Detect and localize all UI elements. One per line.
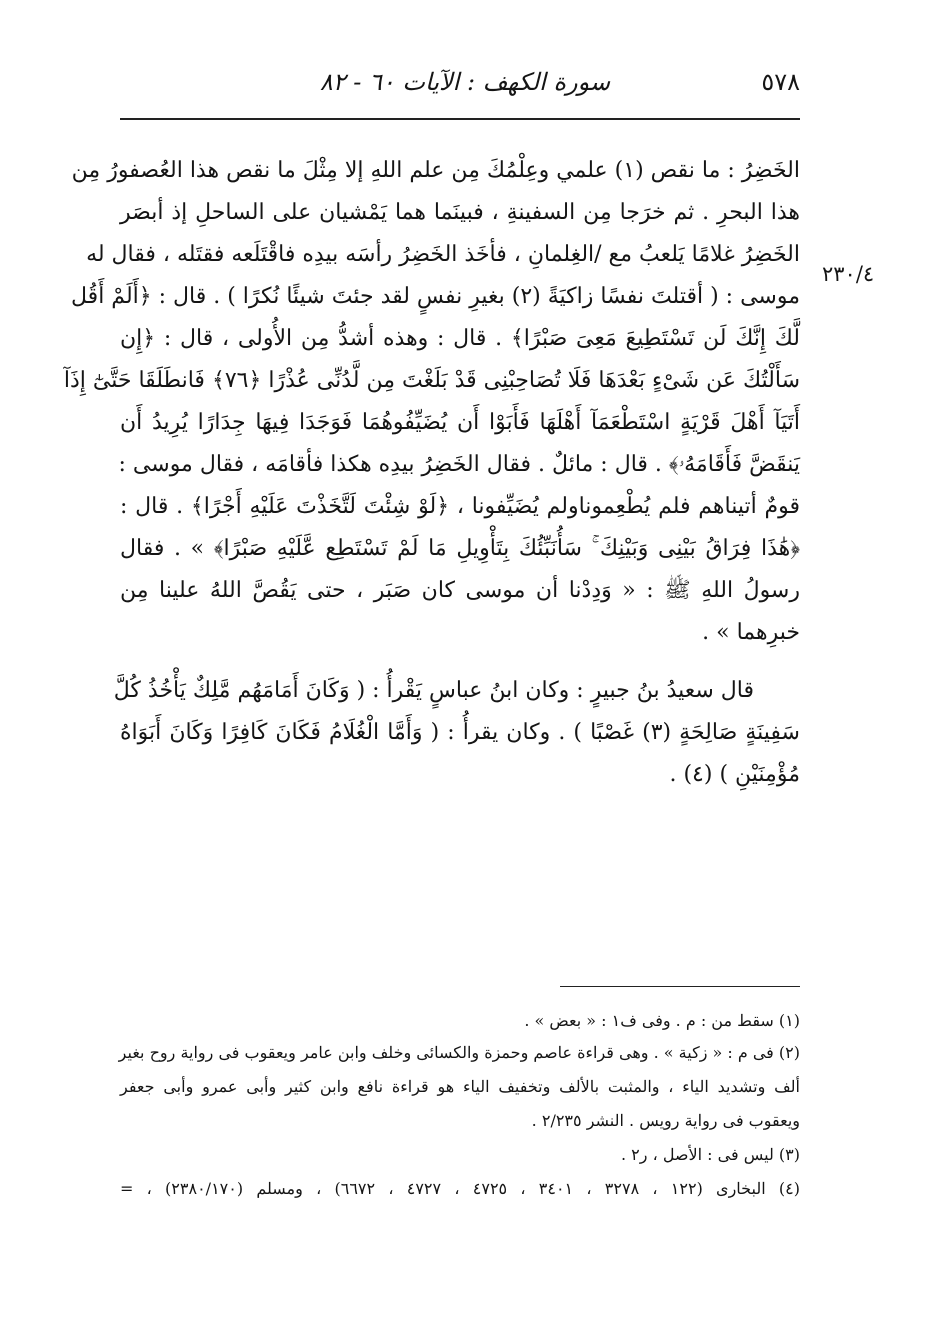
footnote-divider bbox=[560, 986, 800, 987]
text-line: خبرِهما » . bbox=[702, 620, 800, 645]
text-line: الخَضِرُ : ما نقص (١) علمي وعِلْمُكَ مِن علم اللهِ إلا مِثْلَ ما نقص هذا العُصفورُ مِن bbox=[71, 158, 800, 183]
footnote: (٣) ليس فى : الأصل ، ر٢ . bbox=[620, 1145, 800, 1164]
text-line: رسولُ اللهِ ﷺ : « وَدِدْنا أن موسى كان صَبَر ، حتى يَقُصَّ اللهُ علينا مِن bbox=[120, 578, 800, 603]
text-line: الخَضِرُ غلامًا يَلعبُ مع /الغِلمانِ ، فأخَذ الخَضِرُ رأسَه بيدِه فاقْتَلَعه فقتَله ، فقال له bbox=[86, 242, 800, 267]
margin-reference: ٢٣٠/٤ bbox=[822, 262, 875, 286]
text-line: موسى : ( أقتلتَ نفسًا زاكيَةً (٢) بغيرِ نفسٍ لقد جئتَ شيئًا نُكرًا ) . قال : ﴿أَلَمْ أَقُل bbox=[71, 284, 800, 309]
text-line: سَفِينَةٍ صَالِحَةٍ (٣) غَصْبًا ) . وكان يقرأُ : ( وَأَمَّا الْغُلَامُ فَكَانَ كَافِرًا وَكَانَ أَبَوَاهُ bbox=[120, 720, 800, 745]
running-title: سورة الكهف : الآيات ٦٠ - ٨٢ bbox=[319, 68, 611, 96]
text-line: أَتَيَآ أَهْلَ قَرْيَةٍ اسْتَطْعَمَآ أَهْلَهَا فَأَبَوْا أَن يُضَيِّفُوهُمَا فَوَجَدَا فِيهَا جِدَارًا يُرِيدُ أَن bbox=[120, 410, 800, 435]
paragraph-1 bbox=[63, 150, 800, 654]
page-number: ٥٧٨ bbox=[761, 68, 800, 96]
header-divider bbox=[120, 118, 800, 120]
text-line: مُؤْمِنَيْنِ ) (٤) . bbox=[669, 762, 800, 787]
page-header bbox=[120, 66, 800, 106]
main-text bbox=[63, 150, 800, 796]
footnote: ويعقوب فى رواية رويس . النشر ٢/٢٣٥ . bbox=[531, 1111, 800, 1130]
text-line: يَنقَضَّ فَأَقَامَهُۥ﴾ . قال : مائلٌ . فقال الخَضِرُ بيدِه هكذا فأقامَه ، فقال موسى : bbox=[118, 452, 800, 477]
footnote: ألف وتشديد الياء ، والمثبت بالألف وتخفيف الياء هو قراءة نافع وابن كثير وأبى عمرو وأبى جعفر bbox=[120, 1077, 800, 1096]
text-line: ﴿هَٰذَا فِرَاقُ بَيْنِى وَبَيْنِكَ ۚ سَأُنَبِّئُكَ بِتَأْوِيلِ مَا لَمْ تَسْتَطِع عَّلَيْهِ صَبْرًا﴾ » . فقال bbox=[120, 536, 800, 561]
text-line: هذا البحرِ . ثم خرَجا مِن السفينةِ ، فبينَما هما يَمْشيان على الساحلِ إذ أبصَر bbox=[120, 200, 800, 225]
paragraph-2 bbox=[113, 670, 800, 796]
footnote: (٤) البخارى (١٢٢ ، ٣٢٧٨ ، ٣٤٠١ ، ٤٧٢٥ ، ٤٧٢٧ ، ٦٦٧٢) ، ومسلم (٢٣٨٠/١٧٠) ، = bbox=[120, 1179, 800, 1198]
footnotes bbox=[120, 1006, 800, 1206]
text-line: قومٌ أتيناهم فلم يُطْعِموناولم يُضَيِّفونا ، ﴿لَوْ شِئْتَ لَتَّخَذْتَ عَلَيْهِ أَجْرًا﴾ . قال : bbox=[120, 494, 800, 519]
text-line: لَّكَ إِنَّكَ لَن تَسْتَطِيعَ مَعِىَ صَبْرًا﴾ . قال : وهذه أشدُّ مِن الأُولى ، قال : ﴿إِن bbox=[120, 326, 800, 351]
footnote: (٢) فى م : « زكية » . وهى قراءة عاصم وحمزة والكسائى وخلف وابن عامر ويعقوب فى رواية روح بغير bbox=[118, 1043, 800, 1062]
footnote: (١) سقط من : م . وفى ف١ : « بعض » . bbox=[524, 1011, 800, 1030]
text-line: سَأَلْتُكَ عَن شَىْءٍ بَعْدَهَا فَلَا تُصَاحِبْنِى قَدْ بَلَغْتَ مِن لَّدُنِّى عُذْرًا ﴿٧٦﴾ فَانطَلَقَا حَتَّىٰٓ إِذَآ bbox=[63, 368, 800, 393]
text-line: قال سعيدُ بنُ جبيرٍ : وكان ابنُ عباسٍ يَقْرأُ : ( وَكَانَ أَمَامَهُم مَّلِكٌ يَأْخُذُ كُلَّ bbox=[113, 678, 754, 703]
